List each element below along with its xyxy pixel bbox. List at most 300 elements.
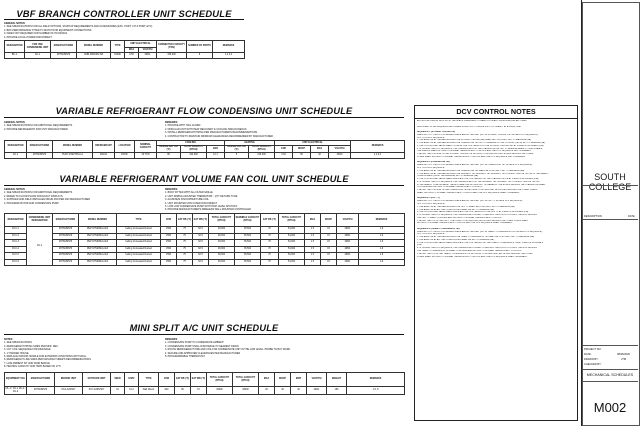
fcu-cell: FCU-4 [5, 246, 27, 253]
vrf-cell: CU-1 [5, 153, 27, 159]
split-cell: 10.2 [125, 387, 139, 395]
fcu-cell: 15 [321, 246, 337, 253]
vbf-cell: CMB-WM108V-AB [77, 53, 111, 59]
fcu-header: SENSIBLE CAPACITY (BTUH) [235, 214, 261, 227]
fcu-cell: 75 [177, 233, 193, 240]
sheet-title: MECHANICAL SCHEDULES [586, 373, 634, 377]
dcv-note-line: SHALL RETURN TO NORMAL THERMOSTATIC CONTROL AND THE DCV SEQUENCE SHALL TERMINATE. [417, 191, 520, 194]
fcu-notes-heading: GENERAL NOTES: [4, 188, 26, 191]
split-cell: 920 [159, 387, 175, 395]
dcv-note-line: 2. THE AIRFLOW AT ALL THE OTHER BOXES SHALL BE SET TO MINIMUM (SA). [417, 238, 495, 241]
vbf-header: CONNECTED CAPACITY (TON) [157, 41, 187, 53]
vrf-subheader: MOCP [293, 146, 311, 153]
vrf-remark: 2. MODULAR UNIT WITH HEAT RECOVERY & COOLING SIMULTANEOUS [165, 127, 247, 131]
vrf-cell: 1,2,3,4 [351, 153, 405, 159]
split-cell: Wall Mount [139, 387, 159, 395]
split-cell: MITSUBISHI [27, 387, 55, 395]
split-note: 1. SEE SPECIFICATIONS [4, 341, 32, 345]
date-label: DATE [628, 215, 635, 218]
sheet-number: M002 [593, 400, 627, 415]
vbf-header: REMARKS [213, 41, 245, 53]
fcu-remark: 3. ALUMINUM FIN/COPPER TUBE COIL [165, 198, 209, 202]
vrf-cell: R410A [93, 153, 115, 159]
vrf-notes-heading: GENERAL NOTES: [4, 121, 26, 124]
fcu-cell: PEFY-P54NMAU-E3 [79, 246, 117, 253]
fcu-cell: Ceiling Concealed Ducted [117, 233, 161, 240]
split-note: 5. REPLACE INDOOR HANDLE FOR EXTERIOR CONDITIONS WITH WALL [4, 354, 87, 358]
fcu-header: MCA [305, 214, 321, 227]
split-header: EQUIPMENT TAG [5, 373, 27, 387]
fcu-remark: 1. BODY FITTED WITH ALL FILTER GRILLE [165, 191, 213, 195]
split-header: SEER [111, 373, 125, 387]
split-note: 4. 1" PADDED HOUSE. [4, 351, 30, 355]
fcu-cell: MITSUBISHI [53, 240, 79, 247]
fcu-cell: 70 [261, 259, 279, 266]
fcu-cell: 75 [177, 259, 193, 266]
vrf-header: UNIT ELECTRICAL [275, 141, 351, 146]
vrf-remark: 4. CONTRACTOR TO MAINTAIN MINIMUM CLEARANCES RECOMMENDED BY MANUFACTURER [165, 134, 273, 138]
split-cell: 26 [259, 387, 275, 395]
vbf-cell: 156,000 [157, 53, 187, 59]
fcu-remarks-heading: REMARKS: [165, 188, 178, 191]
vbf-cell: 8 [187, 53, 213, 59]
fcu-cell: PEFY-P54NMAU-E3 [79, 227, 117, 234]
fcu-header: CONDENSING UNIT DESIGNATION [27, 214, 53, 227]
dcv-note-line: 2. THE AIRFLOW AT THE BAS SERVING THE CLASSROOM TIE OFF TO MINIMUM OF THE COOLING (TIE IN) SET TO MINIMUM (SA). [417, 142, 546, 145]
fcu-cell: MITSUBISHI [53, 227, 79, 234]
dcv-note-line: WHEN NO OCC. DETECTOR SENSES SPACE ABOVE THE LIMIT (NO. IN OFF TY. INITIATE DCV SEQUENCE). [417, 200, 523, 203]
fcu-cell: PEFY-P54NMAU-E3 [79, 259, 117, 266]
vrf-cell: 12.1 [207, 153, 225, 159]
dcv-note-line: DESCRIBED IN THE SEQUENCE BELOW ARE EXPECTED TO SERVE FULL OCCUPANCY AT A GIVEN TIME. [417, 125, 522, 128]
fcu-cell: FCU-6 [5, 259, 27, 266]
vrf-remarks-heading: REMARKS: [165, 121, 178, 124]
dcv-note-line: 5. AFTER THE CO2 IN THE OFF TY RETURNS TO WITHIN LIMIT, ALL BOXES SERVING THE OTHER ZONES SHALL [417, 219, 529, 222]
vrf-title: VARIABLE REFRIGERANT FLOW CONDENSING UNIT SCHEDULE [55, 106, 353, 116]
fcu-cell: 15 [321, 253, 337, 260]
dcv-note-line: 4. IF, DURING THE DCV SEQUENCE, THE THERMOSTAT FOR ANY OTHER BOX CALLS FOR COOLING, THE BOX SERVING [417, 214, 537, 217]
vbf-title: VBF BRANCH CONTROLLER UNIT SCHEDULE [16, 8, 232, 19]
vbf-header: FOR USE CONDENSING UNIT [25, 41, 51, 53]
split-header: REMARKS [347, 373, 405, 387]
fcu-cell: Ceiling Concealed Ducted [117, 227, 161, 234]
dcv-note-line: WHEN NO OCC. DETECTOR SENSES SPACE ABOVE THE LIMIT (NO. IN YEARLY CONFERENCE TIE. INITIATE DCV SEQUENCE). [417, 230, 543, 233]
fcu-header: TYPE [117, 214, 161, 227]
vrf-header: LOCATION [115, 141, 135, 153]
fcu-cell: MITSUBISHI [53, 259, 79, 266]
dcv-note-line: ZONES SHALL RETURN TO NORMAL THERMOSTATIC CONTROL AND THE DCV SEQUENCE WILL TERMINATE. [417, 155, 526, 158]
fcu-cell: 15 [321, 240, 337, 247]
fcu-cell: 54,000 [279, 246, 305, 253]
fcu-cell: 35,500 [235, 259, 261, 266]
fcu-cell: 48,000 [209, 253, 235, 260]
table-row [5, 53, 245, 59]
dcv-note-line: DCV CONTROL SEQUENCE: [417, 167, 445, 170]
vrf-header: MODEL NUMBER [53, 141, 93, 153]
dcv-note-line: RETURN TO NORMAL THERMOSTATIC CONTROL AND THE DCV SEQUENCE SHALL TERMINATE. [417, 222, 513, 225]
split-header: MOP [291, 373, 307, 387]
vbf-subheader: MCA [125, 48, 139, 53]
fcu-cell: 70 [261, 253, 279, 260]
vrf-note: 2. PROVIDE REFRIGERANT FOR UNIT MANUFACTURER [4, 127, 68, 131]
fcu-cell: 1-6 [359, 259, 405, 266]
fcu-cell: 62.5 [193, 253, 209, 260]
fcu-cell: 54,000 [279, 233, 305, 240]
split-cell: 165 [327, 387, 347, 395]
split-header: EAT DB (°F) [175, 373, 191, 387]
vrf-cell: 460/3 [329, 153, 351, 159]
split-header: TOTAL CAPACITY (BTUH) [207, 373, 233, 387]
dcv-note-line: 1. THE AIRFLOW AT THE BAS SERVING THE CLASSROOM TIE SHALL BE POSITIVELY SET TO MAXIMUM (SA). [417, 169, 525, 172]
vbf-cell: 0.56 [125, 53, 139, 59]
vrf-subheader: EER [207, 146, 225, 153]
vbf-note: 2. BRC PERFORMANCE TYPED TO MATCH FOR EQUIPMENT CONNECTIONS [4, 28, 92, 32]
split-cell: 208/1 [307, 387, 327, 395]
fcu-cell: 1-6 [359, 233, 405, 240]
dcv-sequence-heading: SEQUENCE 2 (CLASSROOM TIE) [417, 161, 450, 164]
fcu-header: MOCP [321, 214, 337, 227]
fcu-cell: 35,500 [235, 246, 261, 253]
fcu-cell: 1590 [161, 259, 177, 266]
split-header: CFM [159, 373, 175, 387]
vbf-note: 4. PROVIDE LOCAL POWER DISCONNECT [4, 35, 52, 39]
fcu-header: EAT DB (°F) [261, 214, 279, 227]
fcu-cell: Ceiling Concealed Ducted [117, 253, 161, 260]
fcu-remark: 6. PROVIDE MANUFACTURER'S WIRELESS WALL MOUNTED CONTROLLER [165, 208, 251, 212]
fcu-cell: 75 [177, 240, 193, 247]
fcu-cell: 62.5 [193, 259, 209, 266]
split-remarks [165, 338, 403, 358]
split-header: INDOOR UNIT [55, 373, 83, 387]
fcu-header: VOLT/PH [337, 214, 359, 227]
dcv-note-line: 1. THE AIRFLOW AT THE BAS SERVING THE YEARLY CONFERENCE TIE SHALL BE POSITIVELY SET TO MAXIMUM (SA). [417, 236, 535, 239]
fcu-header: CFM [161, 214, 177, 227]
fcu-cell: 70 [261, 233, 279, 240]
fcu-header: MANUFACTURER [53, 214, 79, 227]
fcu-cell: 48,000 [209, 227, 235, 234]
dcv-sequence-heading: SEQUENCE 3 (OFF TY) [417, 197, 440, 200]
title-block-rule [582, 219, 638, 220]
split-title-rule [4, 334, 404, 335]
vbf-note: 3. INDEX NOT REQUIRED FOR NUMBER OF HOUSINGS [4, 32, 68, 36]
fcu-cell: 1.5 [305, 240, 321, 247]
split-cell: 36000 [207, 387, 233, 395]
fcu-cell: 75 [177, 227, 193, 234]
dcv-note-line: WHEN NO OCC. DETECTOR SENSES SPACE ABOVE THE LIMIT (NO. IN STUDENT CENTRE TIE. INITIATE DCV SEQUENCE). [417, 133, 539, 136]
vbf-cell: 1,2,3,4 [213, 53, 245, 59]
vrf-remark: 3. INSTALL REFRIGERANT PIPING PER MANUFACTURER'S RECOMMENDATIONS [165, 131, 258, 135]
vrf-remarks [165, 121, 395, 138]
split-remark: 5. PROGRAMMABLE THERMOSTAT [165, 354, 205, 358]
fcu-note: 3. SUPPLIED AND FIELD INSTALLED DRAIN PAN PER FAN MANUFACTURER [4, 198, 90, 202]
vbf-notes [4, 22, 244, 39]
split-note: 8. HEATING CAPACITY AND HSPF BASED ON 17°F [4, 365, 61, 369]
vrf-cell: 50 [293, 153, 311, 159]
vrf-cell: 3.84 [275, 153, 293, 159]
fcu-cell: 15 [321, 259, 337, 266]
split-note: 7. LOW AMBIENT KIT AND WIND BAFFLE [4, 361, 50, 365]
title-block-rule [582, 369, 638, 370]
fcu-remark: 2. UNIT WIRING ADJUSTED THERMOSTAT - QTY RETURN TUNE [165, 194, 238, 198]
vrf-cell: 16 TON [135, 153, 157, 159]
vbf-notes-heading: GENERAL NOTES: [4, 22, 26, 25]
split-note: 3. CUT COIL SEQUENCE FOR DRAINAGE [4, 348, 51, 352]
vbf-note: 1. SEE SPECIFICATIONS FOR ALL FIELD OPTIONS, STARTUP REQUIREMENTS AND ACCESSORIES (EXC. PORT, V-H-P PORT, ETC) [4, 25, 153, 29]
dcv-note-line: DCV CONTROL SEQUENCE: [417, 136, 445, 139]
fcu-cell: MITSUBISHI [53, 253, 79, 260]
fcu-cell: Ceiling Concealed Ducted [117, 240, 161, 247]
split-cell: 80 [175, 387, 191, 395]
fcu-cell: FCU-5 [5, 253, 27, 260]
fcu-cell: 54,000 [279, 253, 305, 260]
fcu-cell: 62.5 [193, 227, 209, 234]
title-block-rule [582, 381, 638, 382]
split-notes-heading: NOTES: [4, 338, 14, 341]
split-cell: 40 [275, 387, 291, 395]
fcu-cell: 1590 [161, 246, 177, 253]
fcu-cell: 70 [261, 240, 279, 247]
fcu-cell: PEFY-P54NMAU-E3 [79, 240, 117, 247]
vrf-header: HEATING [225, 141, 275, 146]
fcu-cell: 1-6 [359, 253, 405, 260]
fcu-remark: 5. LOW LOW CONDENSATE PUMP WITH HIGH LEVEL SHUTOFF [165, 204, 238, 208]
fcu-title-rule [4, 185, 404, 186]
vbf-header: TYPE [111, 41, 125, 53]
fcu-cell: 62.5 [193, 246, 209, 253]
vbf-cell: 208/1 [139, 53, 157, 59]
fcu-cell: 208/1 [337, 240, 359, 247]
fcu-cell: CU-1 [27, 227, 53, 266]
vbf-header: MANUFACTURER [51, 41, 77, 53]
fcu-cell: 208/1 [337, 253, 359, 260]
fcu-cell: 1590 [161, 227, 177, 234]
split-remark: 1. CONDENSATE PUMP TO CONDENSATE AMBIENT [165, 341, 224, 345]
split-notes [4, 338, 164, 369]
vrf-subheader: COP [275, 146, 293, 153]
fcu-header: DESIGNATION [5, 214, 27, 227]
vrf-subheader: MCA [311, 146, 329, 153]
split-note: 6. REFRIGERANT LINE SIZES PER MANUFACTURER'S RECOMMENDATIONS [4, 358, 91, 362]
vrf-table [4, 140, 405, 159]
vrf-header: REFRIGERANT [93, 141, 115, 153]
drawn-by-value: JTM [621, 358, 627, 361]
dcv-note-line: 4. IF, DURING THE DCV SEQUENCE, THE THERMOSTAT FOR ANY OTHER BOX CALLS FOR COOLING, THE BOX SERVING [417, 247, 537, 250]
vrf-note: 1. SEE SPECIFICATIONS FOR ADDITIONAL REQUIREMENTS [4, 124, 73, 128]
fcu-cell: 1.5 [305, 259, 321, 266]
vbf-cell: NONE [111, 53, 125, 59]
split-remarks-heading: REMARKS: [165, 338, 178, 341]
dcv-note-line: 3. THE CONTROL AIR VALVE SHALL REGULATE THE COIL VALUE FOR THE YEARLY CONFERENCE TIE AT 3 MINUTE INTERVALS [417, 241, 544, 244]
vrf-header: REMARKS [351, 141, 405, 153]
vrf-cell: 216,000 [249, 153, 275, 159]
fcu-cell: 75 [177, 253, 193, 260]
vbf-header: DESIGNATION [5, 41, 25, 53]
vrf-cell: 192,000 [181, 153, 207, 159]
dcv-note-line: WHEN NO OCC. DETECTOR SENSES SPACE ABOVE THE LIMIT (NO. IN CLASSROOM TIE. INITIATE DCV SEQUENCE). [417, 164, 533, 167]
vrf-header: DESIGNATION [5, 141, 27, 153]
title-block-rule [582, 185, 638, 186]
vrf-subheader: TOTAL CAPACITY (BTUH) [181, 146, 207, 153]
vrf-subheader: VOLT/PH [329, 146, 351, 153]
fcu-cell: 15 [321, 227, 337, 234]
split-cell: PKA-A36HA7 [55, 387, 83, 395]
split-header: VOLT/PH [307, 373, 327, 387]
split-remark: 2. CONDENSATE PUMP SHALL DISCHARGE TO NEAREST DRAIN [165, 344, 239, 348]
fcu-cell: 62.5 [193, 240, 209, 247]
vbf-title-rule [4, 19, 244, 20]
fcu-cell: 1-6 [359, 246, 405, 253]
title-block-rule [582, 345, 638, 346]
fcu-cell: FCU-3 [5, 240, 27, 247]
fcu-cell: 1-6 [359, 227, 405, 234]
split-cell: 16 [111, 387, 125, 395]
split-header: TYPE [139, 373, 159, 387]
fcu-header: EAT WB (°F) [193, 214, 209, 227]
split-title: MINI SPLIT A/C UNIT SCHEDULE [129, 323, 279, 333]
vrf-cell: ROOF [115, 153, 135, 159]
dcv-note-line: AS PER DISCUSSION WITH SPCH. THE SPACE IS ASSUMED TO HAVE OCCUPANT SUPERVISION AT ALL TIMES. [417, 120, 528, 122]
split-header: TOTAL CAPACITY (BTUH) [233, 373, 259, 387]
split-header: EAT WB (°F) [191, 373, 207, 387]
fcu-cell: PEFY-P54NMAU-E3 [79, 253, 117, 260]
split-note: 2. REFRIGERANT PIPING SIZES PER MFR. REC. [4, 344, 59, 348]
fcu-table [4, 213, 405, 266]
dcv-note-line: 3. THE CONTROL AIR VALVE SHALL REGULATE THE COIL VALVE FOR THE OFF TY AT 3 MINUTE INTERVALS (CA). [417, 211, 529, 214]
fcu-header: TOTAL CAPACITY (BTUH) [209, 214, 235, 227]
fcu-cell: FCU-1 [5, 227, 27, 234]
dcv-note-line: 2. THE AIRFLOW AT ALL THE OTHER BOXES SHALL BE SET TO MINIMUM (SA). [417, 208, 495, 211]
table-row [5, 153, 405, 159]
dcv-note-line: 5. AFTER THE COLLEGE, IN THE STUDENT CENTRE TIE RETURN TO WITHIN LIMIT, ALL BOXES SERVING THE OTHER [417, 153, 534, 156]
split-header: MCA [259, 373, 275, 387]
dcv-note-line: THE OFF TY SHALL CONTINUE AND RETURN TO NORMAL THERMOSTATIC CONTROL. [417, 216, 503, 219]
dcv-note-line: 1. THE AIRFLOW AT THE BAS SERVING THE STUDENT CENTRE (SA) SHALL BE POSITIVELY SET TO MAXIMUM (SA). [417, 139, 532, 142]
vrf-remark: 1. PROVIDE WITH HAIL GUARD [165, 124, 201, 128]
dcv-note-line: ZONES SHALL RETURN TO NORMAL THERMOSTATIC CONTROL AND THE DCV SEQUENCE SHALL TERMINATE. [417, 255, 528, 258]
vbf-cell: BC-1 [5, 53, 25, 59]
fcu-cell: 62.5 [193, 233, 209, 240]
fcu-cell: 208/1 [337, 233, 359, 240]
vrf-notes [4, 121, 164, 131]
fcu-cell: Ceiling Concealed Ducted [117, 259, 161, 266]
dcv-note-line: 5. AFTER THE CO2 IN THE YEARLY CONFERENCE TIE RETURNS TO WITHIN LIMIT, ALL BOXES SERVING THE OTHER [417, 252, 533, 255]
fcu-header: MODEL NUMBER [79, 214, 117, 227]
vrf-cell: 5 [225, 153, 249, 159]
dcv-note-line: DCV CONTROL SEQUENCE: [417, 233, 445, 236]
dcv-note-line: 1. THE AIRFLOW AT THE BAS SERVING THE OFF TY SHALL BE POSITIVELY SET TO MAXIMUM (SA). [417, 205, 516, 208]
split-header: MOCP [275, 373, 291, 387]
fcu-cell: 48,000 [209, 240, 235, 247]
fcu-cell: FCU-2 [5, 233, 27, 240]
fcu-header: REMARKS [359, 214, 405, 227]
split-cell: 67 [191, 387, 207, 395]
table-row [5, 387, 405, 395]
fcu-note: 2. REFER TO FLOOR PLANS FOR EXACT DISPLAYS [4, 194, 63, 198]
dcv-note-line: 3. THE CONTROL AIR VALVE SHALL REGULATE THE COIL VALUE FOR THE CLASSROOM TIE AT 3 MINUTE INTERVALS (CA). [417, 178, 539, 181]
dcv-note-line: CONTINUE AND RETURN TO NORMAL THERMOSTATIC CONTROL. [417, 186, 483, 189]
fcu-cell: 1.5 [305, 246, 321, 253]
checked-by-label: CHECKED BY: [584, 363, 602, 366]
fcu-cell: 1-6 [359, 240, 405, 247]
vrf-subheader: DESIGN OAT DB (°F) [157, 146, 181, 153]
vbf-cell: CU-1 [25, 53, 51, 59]
dcv-note-line: 3. THE CONTROL AIR VALVE SHALL CLOSE AT THE COIL VALVE FOR THE STUDENT CENTRE SET AT 0 MINUTE INTERVALS (CA). [417, 144, 544, 147]
split-header: OUTDOOR UNIT [83, 373, 111, 387]
fcu-cell: PEFY-P54NMAU-E3 [79, 233, 117, 240]
fcu-cell: 70 [261, 246, 279, 253]
vrf-header: COOLING [157, 141, 225, 146]
date2-label: DATE: [584, 353, 592, 356]
vrf-cell: MITSUBISHI [27, 153, 53, 159]
dcv-note-line: THE SPACES SHALL RETURN TO NORMAL THERMOSTATIC CONTROL AND THE DCV SEQUENCE WILL TERMINATE. [417, 150, 532, 153]
split-cell: 38000 [233, 387, 259, 395]
fcu-cell: 75 [177, 246, 193, 253]
fcu-header: EAT DB (°F) [177, 214, 193, 227]
fcu-cell: 54,000 [279, 240, 305, 247]
vrf-cell: 95 [157, 153, 181, 159]
project-no-label: PROJECT NO: [584, 348, 602, 351]
fcu-cell: 15 [321, 233, 337, 240]
fcu-cell: 1590 [161, 253, 177, 260]
fcu-notes [4, 188, 164, 205]
dcv-note-line: COMFORTABLE (OR AT THE MINIMUM) SET TO MINIMUM (SA). [417, 175, 479, 178]
vbf-header: UNIT ELECTRICAL [125, 41, 157, 48]
drawn-by-label: DRAWN BY: [584, 358, 599, 361]
vbf-table [4, 40, 245, 59]
fcu-cell: 35,500 [235, 227, 261, 234]
fcu-cell: 35,500 [235, 240, 261, 247]
fcu-cell: 70 [261, 227, 279, 234]
fcu-remark: 4. UNIT MOUNTED NON FUSED DISCONNECT [165, 201, 218, 205]
split-cell: ML-1 / CU-1 ML-2 / CU-2 [5, 387, 26, 393]
dcv-note-line: IF THE NEARLY COMFORTABLE, THE BOX SHALL BE RETURN OUT OF BALANCE. THE BOXES SERVING THE CLASSROOM SHALL [417, 183, 546, 186]
dcv-sequence-heading: SEQUENCE 1 (STUDENT CENTER TIE) [417, 131, 456, 134]
fcu-remarks [165, 188, 395, 212]
fcu-cell: 208/1 [337, 246, 359, 253]
table-row [5, 259, 405, 266]
fcu-cell: 54,000 [279, 227, 305, 234]
split-cell: 40 [291, 387, 307, 395]
fcu-cell: MITSUBISHI [53, 246, 79, 253]
fcu-cell: 208/1 [337, 227, 359, 234]
fcu-cell: 54,000 [279, 259, 305, 266]
split-header: MANUFACTURER [27, 373, 55, 387]
fcu-cell: 1590 [161, 233, 177, 240]
fcu-cell: 35,500 [235, 253, 261, 260]
vrf-cell: 42 [311, 153, 329, 159]
split-header: WEIGHT [327, 373, 347, 387]
fcu-cell: 1590 [161, 240, 177, 247]
split-header: HSPF [125, 373, 139, 387]
fcu-title: VARIABLE REFRIGERANT VOLUME FAN COIL UNIT SCHEDULE [59, 174, 349, 184]
vbf-cell: MITSUBISHI [51, 53, 77, 59]
dcv-control-notes [414, 105, 578, 421]
fcu-header: TOTAL CAPACITY (BTUH) [279, 214, 305, 227]
fcu-cell: 1.5 [305, 227, 321, 234]
split-cell: 1-5, 8 [347, 387, 405, 395]
fcu-cell: 1.5 [305, 253, 321, 260]
split-remark: 3. ROUTE REFRIGERANT PIPE AND COIL FOR CONDENSATE UNIT IN THE LOW LEVEL. PROBE TO BAY WORK [165, 348, 291, 352]
fcu-cell: 48,000 [209, 233, 235, 240]
date2-value: 08/25/2020 [617, 353, 630, 356]
dcv-sequence-heading: SEQUENCE 4 (YEARLY CONFERENCE TIE) [417, 227, 460, 230]
fcu-cell: MITSUBISHI [53, 233, 79, 240]
dcv-body [417, 120, 575, 418]
school-name: SOUTH COLLEGE [588, 172, 632, 192]
vrf-cell: PURY-P192TSNU-A [53, 153, 93, 159]
vbf-header: MODEL NUMBER [77, 41, 111, 53]
dcv-note-line: 4. IF, DURING THE DCV SEQUENCE, THE THERMOSTAT FOR THE CLASSROOM ON OFF TO MINIMUM NEARLY COMFORTABLE, [417, 147, 543, 150]
